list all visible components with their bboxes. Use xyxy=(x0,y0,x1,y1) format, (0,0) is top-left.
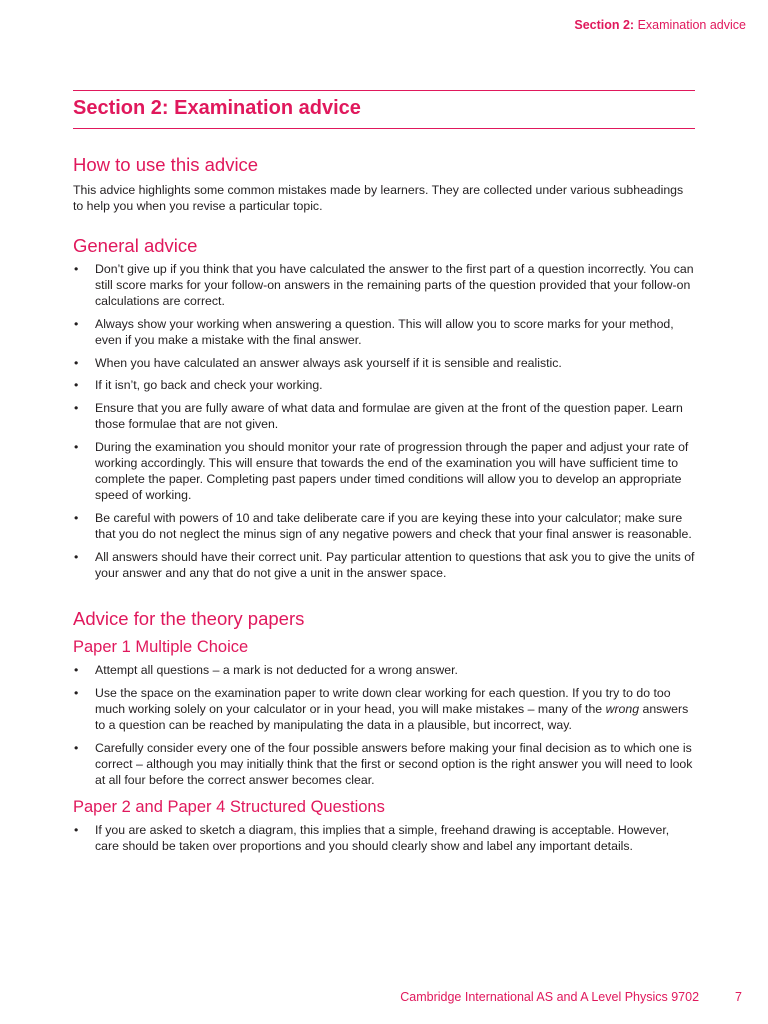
list-item: • When you have calculated an answer always ask yourself if it is sensible and realistic. xyxy=(73,355,695,371)
section-title: Section 2: Examination advice xyxy=(73,97,361,119)
footer-publication: Cambridge International AS and A Level Physics 9702 xyxy=(400,990,700,1004)
paper1-heading: Paper 1 Multiple Choice xyxy=(73,638,249,657)
how-to-use-heading: How to use this advice xyxy=(73,154,259,175)
page-number: 7 xyxy=(735,990,742,1004)
title-rule-bottom xyxy=(73,128,695,129)
paper1-list xyxy=(73,662,695,788)
list-item-emphasis: wrong xyxy=(605,701,640,716)
running-header-section: Section 2: xyxy=(574,18,635,32)
list-item: • Ensure that you are fully aware of what data and formulae are given at the front of the question paper. Learn those formulae that are not given. xyxy=(73,400,695,432)
list-item: • Always show your working when answering a question. This will allow you to score marks for your method, even if you make a mistake with the final answer. xyxy=(73,316,695,348)
list-item: • If you are asked to sketch a diagram, this implies that a simple, freehand drawing is acceptable. However, care should be taken over proportions and you should clearly show and label any important details. xyxy=(73,822,695,854)
list-item: • Carefully consider every one of the four possible answers before making your final decision as to which one is correct – although you may initially think that the first or second option is the right answer you will need to look at all four before the correct answer becomes clear. xyxy=(73,740,695,789)
paper2-4-heading: Paper 2 and Paper 4 Structured Questions xyxy=(73,798,385,817)
list-item: • If it isn’t, go back and check your working. xyxy=(73,377,695,393)
general-advice-list xyxy=(73,261,695,581)
list-item: • Be careful with powers of 10 and take deliberate care if you are keying these into your calculator; make sure that you do not neglect the minus sign of any negative powers and check that your final answer is reasonable. xyxy=(73,510,695,542)
page-footer xyxy=(400,990,742,1004)
list-item: • Attempt all questions – a mark is not deducted for a wrong answer. xyxy=(73,662,695,678)
main-content xyxy=(73,154,695,861)
list-item: • Don’t give up if you think that you have calculated the answer to the first part of a question incorrectly. You can still score marks for your follow-on answers in the remaining parts of the question provided that your follow-on calculations are correct. xyxy=(73,261,695,310)
running-header xyxy=(574,18,746,32)
title-rule-top xyxy=(73,90,695,91)
list-item-text: Use the space on the examination paper to write down clear working for each question. If you try to do too much working solely on your calculator or in your head, you will make mistakes – many of the xyxy=(95,685,671,716)
how-to-use-text: This advice highlights some common mistakes made by learners. They are collected under various subheadings to help you when you revise a particular topic. xyxy=(73,183,684,214)
general-advice-heading: General advice xyxy=(73,234,198,256)
paper2-4-list xyxy=(73,822,695,854)
list-item xyxy=(73,685,695,734)
theory-papers-heading: Advice for the theory papers xyxy=(73,607,305,629)
list-item: • During the examination you should monitor your rate of progression through the paper and adjust your rate of working accordingly. This will ensure that towards the end of the examination you will have sufficient time to complete the paper. Completing past papers under timed conditions will allow you to develop an appropriate speed of working. xyxy=(73,439,695,504)
running-header-title: Examination advice xyxy=(637,18,746,32)
list-item-text: answers to a question can be reached by manipulating the data in a plausible, but incorrect, way. xyxy=(95,701,689,732)
list-item: • All answers should have their correct unit. Pay particular attention to questions that ask you to give the units of your answer and any that do not give a unit in the answer space. xyxy=(73,549,695,581)
